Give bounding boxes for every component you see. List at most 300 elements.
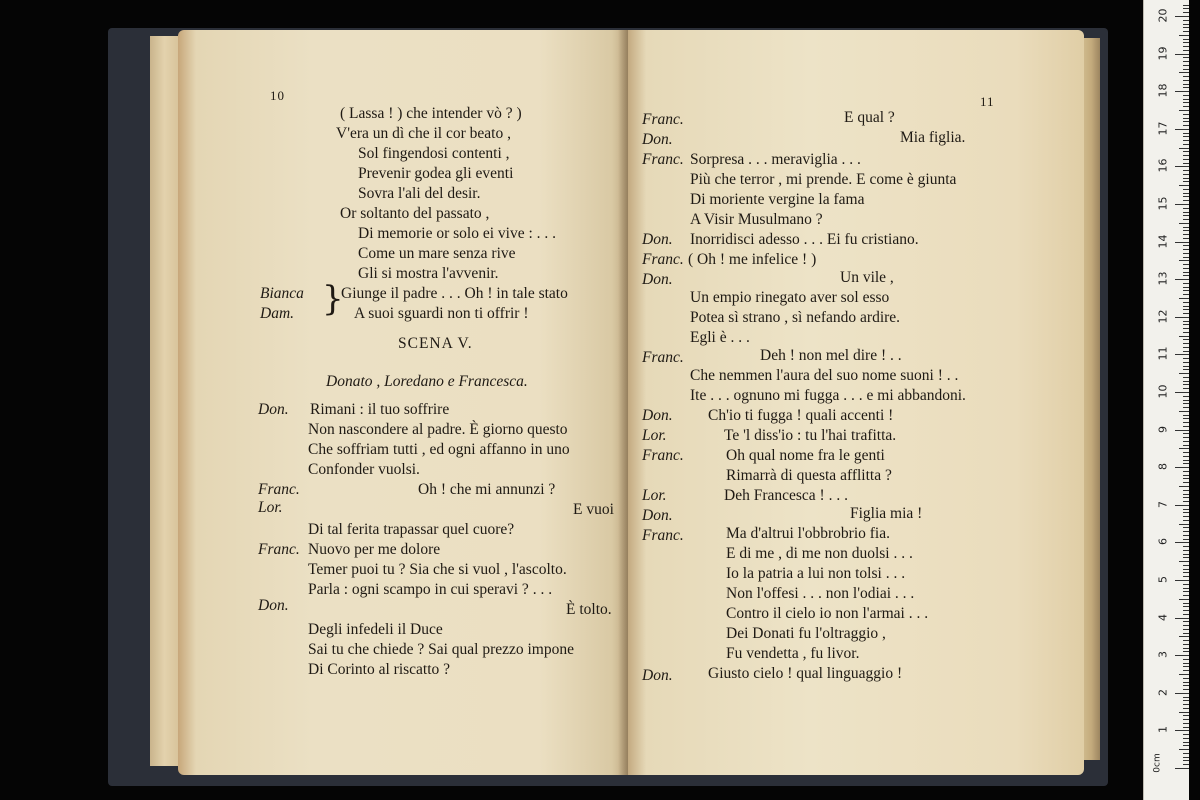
ruler-tick <box>1175 54 1189 55</box>
ruler-tick <box>1183 584 1189 585</box>
verse-line: Giusto cielo ! qual linguaggio ! <box>708 665 903 682</box>
ruler-tick <box>1183 760 1189 761</box>
ruler-tick <box>1179 260 1189 261</box>
ruler-tick <box>1175 467 1189 468</box>
page-number: 10 <box>270 88 285 103</box>
ruler-tick <box>1183 57 1189 58</box>
ruler-tick <box>1179 373 1189 374</box>
ruler-tick <box>1179 674 1189 675</box>
speaker-name: Don. <box>642 231 673 248</box>
ruler-tick <box>1183 403 1189 404</box>
ruler-tick <box>1175 430 1189 431</box>
verse-line: V'era un dì che il cor beato , <box>336 125 511 142</box>
ruler-tick <box>1183 388 1189 389</box>
verse-line: Egli è . . . <box>690 329 750 346</box>
ruler-number: 2 <box>1156 688 1170 696</box>
ruler-tick <box>1183 268 1189 269</box>
speaker-name: Don. <box>642 271 673 288</box>
ruler-tick <box>1183 682 1189 683</box>
ruler-tick <box>1183 546 1189 547</box>
speaker-name: Don. <box>642 407 673 424</box>
verse-line: Figlia mia ! <box>850 505 923 522</box>
ruler-tick <box>1183 415 1189 416</box>
ruler-tick <box>1179 336 1189 337</box>
speaker-name: Franc. <box>258 481 300 498</box>
ruler-tick <box>1179 561 1189 562</box>
ruler-tick <box>1175 242 1189 243</box>
ruler-tick <box>1183 227 1189 228</box>
verse-line: Un vile , <box>840 269 894 286</box>
verse-line: Prevenir godea gli eventi <box>358 165 514 182</box>
ruler-tick <box>1183 230 1189 231</box>
ruler-number: 1 <box>1156 726 1170 734</box>
ruler-tick <box>1183 478 1189 479</box>
verse-line: Ch'io ti fugga ! quali accenti ! <box>708 407 894 424</box>
ruler-tick <box>1183 189 1189 190</box>
ruler-tick <box>1183 170 1189 171</box>
speaker-name: Franc. <box>258 541 300 558</box>
ruler-number: 19 <box>1156 46 1170 61</box>
speaker-name: Lor. <box>642 487 667 504</box>
ruler-tick <box>1183 208 1189 209</box>
ruler-tick <box>1183 463 1189 464</box>
ruler-tick <box>1183 362 1189 363</box>
ruler-tick <box>1183 253 1189 254</box>
ruler-tick <box>1183 727 1189 728</box>
verse-line: Te 'l diss'io : tu l'hai trafitta. <box>724 427 897 444</box>
ruler-tick <box>1183 648 1189 649</box>
ruler-tick <box>1183 742 1189 743</box>
ruler-tick <box>1175 618 1189 619</box>
right-page <box>628 30 1084 775</box>
ruler-tick <box>1183 321 1189 322</box>
ruler-tick <box>1183 234 1189 235</box>
verse-line: Dei Donati fu l'oltraggio , <box>726 625 886 642</box>
verse-line: E vuoi <box>573 501 614 518</box>
ruler-tick <box>1179 411 1189 412</box>
ruler-tick <box>1183 595 1189 596</box>
ruler-number: 5 <box>1156 576 1170 583</box>
ruler-tick <box>1183 309 1189 310</box>
ruler-tick <box>1179 749 1189 750</box>
verse-line: A Visir Musulmano ? <box>690 211 823 228</box>
ruler-tick <box>1183 644 1189 645</box>
ruler-tick <box>1183 163 1189 164</box>
ruler-number: 11 <box>1156 346 1170 361</box>
verse-line: Potea sì strano , sì nefando ardire. <box>690 309 901 326</box>
ruler-tick <box>1183 400 1189 401</box>
ruler-tick <box>1183 651 1189 652</box>
ruler-tick <box>1183 84 1189 85</box>
ruler-tick <box>1183 610 1189 611</box>
verse-line: Di memorie or solo ei vive : . . . <box>358 225 557 242</box>
ruler-tick <box>1183 381 1189 382</box>
ruler-tick <box>1183 557 1189 558</box>
ruler-tick <box>1183 133 1189 134</box>
ruler-tick <box>1183 50 1189 51</box>
ruler-tick <box>1175 204 1189 205</box>
ruler-number: 9 <box>1156 425 1170 433</box>
ruler-tick <box>1183 27 1189 28</box>
measuring-ruler <box>1143 0 1189 800</box>
ruler-tick <box>1183 437 1189 438</box>
verse-line: Degli infedeli il Duce <box>308 621 443 638</box>
verse-line: ( Lassa ! ) che intender vò ? ) <box>340 105 522 122</box>
ruler-tick <box>1183 99 1189 100</box>
ruler-tick <box>1183 290 1189 291</box>
ruler-tick <box>1183 678 1189 679</box>
ruler-tick <box>1183 212 1189 213</box>
verse-line: A suoi sguardi non ti offrir ! <box>354 305 529 322</box>
ruler-number: 20 <box>1156 8 1170 23</box>
ruler-tick <box>1183 700 1189 701</box>
character-list: Donato , Loredano e Francesca. <box>326 373 528 390</box>
ruler-tick <box>1183 159 1189 160</box>
ruler-tick <box>1183 512 1189 513</box>
ruler-tick <box>1183 572 1189 573</box>
ruler-tick <box>1183 283 1189 284</box>
verse-line: Io la patria a lui non tolsi . . . <box>726 565 906 582</box>
ruler-tick <box>1183 369 1189 370</box>
ruler-number: 3 <box>1156 651 1170 659</box>
ruler-tick <box>1175 730 1189 731</box>
ruler-tick <box>1183 31 1189 32</box>
verse-line: Nuovo per me dolore <box>308 541 441 558</box>
ruler-tick <box>1183 118 1189 119</box>
speaker-name: Don. <box>642 131 673 148</box>
ruler-tick <box>1183 377 1189 378</box>
speaker-name: Don. <box>642 667 673 684</box>
ruler-tick <box>1175 768 1189 769</box>
verse-line: Confonder vuolsi. <box>308 461 420 478</box>
ruler-tick <box>1183 302 1189 303</box>
verse-line: È tolto. <box>566 601 612 618</box>
ruler-tick <box>1183 20 1189 21</box>
ruler-tick <box>1183 332 1189 333</box>
ruler-tick <box>1183 426 1189 427</box>
ruler-tick <box>1183 264 1189 265</box>
ruler-tick <box>1175 354 1189 355</box>
ruler-tick <box>1183 460 1189 461</box>
ruler-tick <box>1183 328 1189 329</box>
ruler-tick <box>1183 215 1189 216</box>
ruler-tick <box>1183 539 1189 540</box>
verse-line: Sai tu che chiede ? Sai qual prezzo impone <box>308 641 574 658</box>
verse-line: ( Oh ! me infelice ! ) <box>688 251 817 268</box>
ruler-tick <box>1179 72 1189 73</box>
verse-line: Non nascondere al padre. È giorno questo <box>308 421 568 438</box>
verse-line: Di moriente vergine la fama <box>690 191 865 208</box>
verse-line: Più che terror , mi prende. E come è giunta <box>690 171 957 188</box>
ruler-tick <box>1183 516 1189 517</box>
ruler-tick <box>1183 8 1189 9</box>
ruler-tick <box>1183 249 1189 250</box>
ruler-tick <box>1183 501 1189 502</box>
verse-line: Ite . . . ognuno mi fugga . . . e mi abbandoni. <box>690 387 966 404</box>
ruler-tick <box>1183 140 1189 141</box>
ruler-number: 14 <box>1156 234 1170 249</box>
ruler-tick <box>1183 178 1189 179</box>
ruler-tick <box>1183 734 1189 735</box>
ruler-tick <box>1183 39 1189 40</box>
ruler-tick <box>1183 452 1189 453</box>
speaker-name: Franc. <box>642 527 684 544</box>
ruler-tick <box>1183 351 1189 352</box>
ruler-tick <box>1183 606 1189 607</box>
ruler-tick <box>1183 136 1189 137</box>
ruler-tick <box>1183 456 1189 457</box>
left-page <box>178 30 630 775</box>
ruler-tick <box>1183 69 1189 70</box>
ruler-tick <box>1175 166 1189 167</box>
ruler-tick <box>1183 527 1189 528</box>
ruler-tick <box>1183 181 1189 182</box>
ruler-tick <box>1183 685 1189 686</box>
ruler-tick <box>1183 471 1189 472</box>
ruler-tick <box>1183 704 1189 705</box>
ruler-tick <box>1183 625 1189 626</box>
ruler-tick <box>1183 535 1189 536</box>
verse-line: Rimarrà di questa afflitta ? <box>726 467 892 484</box>
ruler-number: 18 <box>1156 83 1170 98</box>
ruler-tick <box>1175 129 1189 130</box>
ruler-tick <box>1183 576 1189 577</box>
ruler-tick <box>1183 753 1189 754</box>
ruler-tick <box>1183 565 1189 566</box>
ruler-tick <box>1183 106 1189 107</box>
verse-line: Sorpresa . . . meraviglia . . . <box>690 151 861 168</box>
ruler-tick <box>1179 524 1189 525</box>
speaker-name: Lor. <box>258 499 283 516</box>
verse-line: Come un mare senza rive <box>358 245 516 262</box>
ruler-number: 15 <box>1156 196 1170 211</box>
ruler-tick <box>1183 588 1189 589</box>
ruler-tick <box>1183 659 1189 660</box>
ruler-tick <box>1183 482 1189 483</box>
ruler-number: 7 <box>1156 500 1170 508</box>
ruler-tick <box>1179 636 1189 637</box>
ruler-tick <box>1175 317 1189 318</box>
speaker-name: Franc. <box>642 251 684 268</box>
ruler-number: 16 <box>1156 158 1170 173</box>
ruler-number: 8 <box>1156 463 1170 471</box>
verse-line: Che soffriam tutti , ed ogni affanno in uno <box>308 441 570 458</box>
ruler-tick <box>1183 531 1189 532</box>
ruler-tick <box>1183 745 1189 746</box>
ruler-tick <box>1183 358 1189 359</box>
ruler-tick <box>1183 591 1189 592</box>
ruler-tick <box>1183 121 1189 122</box>
ruler-tick <box>1183 339 1189 340</box>
ruler-tick <box>1183 629 1189 630</box>
ruler-tick <box>1183 757 1189 758</box>
speaker-name: Dam. <box>260 305 295 322</box>
ruler-tick <box>1183 219 1189 220</box>
ruler-tick <box>1183 689 1189 690</box>
ruler-tick <box>1183 422 1189 423</box>
verse-line: Oh ! che mi annunzi ? <box>418 481 556 498</box>
ruler-tick <box>1183 76 1189 77</box>
ruler-tick <box>1183 719 1189 720</box>
ruler-tick <box>1183 663 1189 664</box>
verse-line: Gli si mostra l'avvenir. <box>358 265 499 282</box>
ruler-tick <box>1183 723 1189 724</box>
speaker-name: Franc. <box>642 151 684 168</box>
ruler-number: 12 <box>1156 309 1170 324</box>
ruler-tick <box>1183 569 1189 570</box>
verse-line: Deh Francesca ! . . . <box>724 487 848 504</box>
ruler-tick <box>1183 151 1189 152</box>
ruler-tick <box>1183 87 1189 88</box>
ruler-tick <box>1179 486 1189 487</box>
ruler-tick <box>1183 614 1189 615</box>
ruler-tick <box>1183 155 1189 156</box>
verse-line: Sol fingendosi contenti , <box>358 145 510 162</box>
ruler-tick <box>1183 174 1189 175</box>
verse-line: Or soltanto del passato , <box>340 205 490 222</box>
verse-line: Mia figlia. <box>900 129 966 146</box>
ruler-tick <box>1183 46 1189 47</box>
ruler-tick <box>1183 12 1189 13</box>
ruler-tick <box>1183 125 1189 126</box>
ruler-tick <box>1183 366 1189 367</box>
ruler-tick <box>1183 603 1189 604</box>
verse-line: Di Corinto al riscatto ? <box>308 661 451 678</box>
ruler-tick <box>1183 621 1189 622</box>
ruler-tick <box>1175 279 1189 280</box>
ruler-tick <box>1183 287 1189 288</box>
ruler-tick <box>1183 245 1189 246</box>
ruler-tick <box>1183 490 1189 491</box>
ruler-tick <box>1183 497 1189 498</box>
speaker-name: Lor. <box>642 427 667 444</box>
ruler-tick <box>1183 715 1189 716</box>
ruler-tick <box>1175 542 1189 543</box>
ruler-tick <box>1183 764 1189 765</box>
ruler-tick <box>1179 35 1189 36</box>
ruler-tick <box>1183 738 1189 739</box>
ruler-tick <box>1179 599 1189 600</box>
verse-line: E di me , di me non duolsi . . . <box>726 545 913 562</box>
verse-line: Non l'offesi . . . non l'odiai . . . <box>726 585 915 602</box>
verse-line: E qual ? <box>844 109 895 126</box>
ruler-tick <box>1183 433 1189 434</box>
ruler-tick <box>1183 275 1189 276</box>
verse-line: Inorridisci adesso . . . Ei fu cristiano. <box>690 231 919 248</box>
ruler-number: 17 <box>1156 121 1170 136</box>
ruler-tick <box>1183 61 1189 62</box>
verse-line: Parla : ogni scampo in cui speravi ? . . . <box>308 581 553 598</box>
ruler-tick <box>1183 313 1189 314</box>
ruler-tick <box>1183 114 1189 115</box>
ruler-tick <box>1183 294 1189 295</box>
ruler-tick <box>1183 306 1189 307</box>
ruler-tick <box>1183 407 1189 408</box>
verse-line: Un empio rinegato aver sol esso <box>690 289 890 306</box>
ruler-tick <box>1175 655 1189 656</box>
verse-line: Oh qual nome fra le genti <box>726 447 885 464</box>
ruler-tick <box>1183 445 1189 446</box>
ruler-tick <box>1183 65 1189 66</box>
ruler-tick <box>1183 633 1189 634</box>
verse-line: Rimani : il tuo soffrire <box>310 401 450 418</box>
verse-line: Giunge il padre . . . Oh ! in tale stato <box>341 285 568 302</box>
page-number: 11 <box>980 94 995 109</box>
verse-line: Di tal ferita trapassar quel cuore? <box>308 521 515 538</box>
speaker-name: Franc. <box>642 111 684 128</box>
ruler-tick <box>1179 148 1189 149</box>
speaker-name: Don. <box>258 597 289 614</box>
ruler-tick <box>1183 200 1189 201</box>
ruler-tick <box>1183 102 1189 103</box>
ruler-tick <box>1183 396 1189 397</box>
speaker-name: Franc. <box>642 447 684 464</box>
ruler-tick <box>1183 418 1189 419</box>
ruler-tick <box>1183 384 1189 385</box>
verse-line: Fu vendetta , fu livor. <box>726 645 860 662</box>
ruler-tick <box>1183 640 1189 641</box>
ruler-number: 10 <box>1156 384 1170 399</box>
ruler-tick <box>1183 670 1189 671</box>
ruler-tick <box>1179 712 1189 713</box>
ruler-tick <box>1175 392 1189 393</box>
verse-line: Che nemmen l'aura del suo nome suoni ! . . <box>690 367 959 384</box>
ruler-tick <box>1183 144 1189 145</box>
ruler-tick <box>1183 554 1189 555</box>
ruler-tick <box>1179 185 1189 186</box>
ruler-tick <box>1183 193 1189 194</box>
verse-line: Deh ! non mel dire ! . . <box>760 347 902 364</box>
speaker-name: Franc. <box>642 349 684 366</box>
ruler-tick <box>1183 494 1189 495</box>
ruler-number: 13 <box>1156 271 1170 286</box>
ruler-unit-label: 0cm <box>1152 753 1163 773</box>
verse-line: Sovra l'ali del desir. <box>358 185 481 202</box>
ruler-tick <box>1179 223 1189 224</box>
ruler-tick <box>1183 272 1189 273</box>
ruler-tick <box>1183 347 1189 348</box>
ruler-tick <box>1179 448 1189 449</box>
ruler-number: 6 <box>1156 538 1170 546</box>
ruler-tick <box>1183 509 1189 510</box>
ruler-tick <box>1183 24 1189 25</box>
ruler-tick <box>1183 343 1189 344</box>
verse-line: Temer puoi tu ? Sia che si vuol , l'ascolto. <box>308 561 567 578</box>
ruler-tick <box>1175 505 1189 506</box>
ruler-tick <box>1183 475 1189 476</box>
ruler-tick <box>1175 16 1189 17</box>
speaker-name: Don. <box>642 507 673 524</box>
ruler-tick <box>1183 238 1189 239</box>
ruler-tick <box>1175 693 1189 694</box>
ruler-tick <box>1183 95 1189 96</box>
ruler-tick <box>1179 298 1189 299</box>
ruler-number: 4 <box>1156 613 1170 621</box>
ruler-tick <box>1179 110 1189 111</box>
ruler-tick <box>1183 550 1189 551</box>
ruler-tick <box>1183 520 1189 521</box>
ruler-tick <box>1183 697 1189 698</box>
speaker-name: Bianca <box>260 285 304 302</box>
ruler-tick <box>1183 196 1189 197</box>
ruler-tick <box>1183 666 1189 667</box>
verse-line: Ma d'altrui l'obbrobrio fia. <box>726 525 890 542</box>
ruler-tick <box>1183 42 1189 43</box>
scene-heading: SCENA V. <box>398 335 473 352</box>
ruler-tick <box>1183 80 1189 81</box>
ruler-tick <box>1183 257 1189 258</box>
ruler-tick <box>1183 708 1189 709</box>
